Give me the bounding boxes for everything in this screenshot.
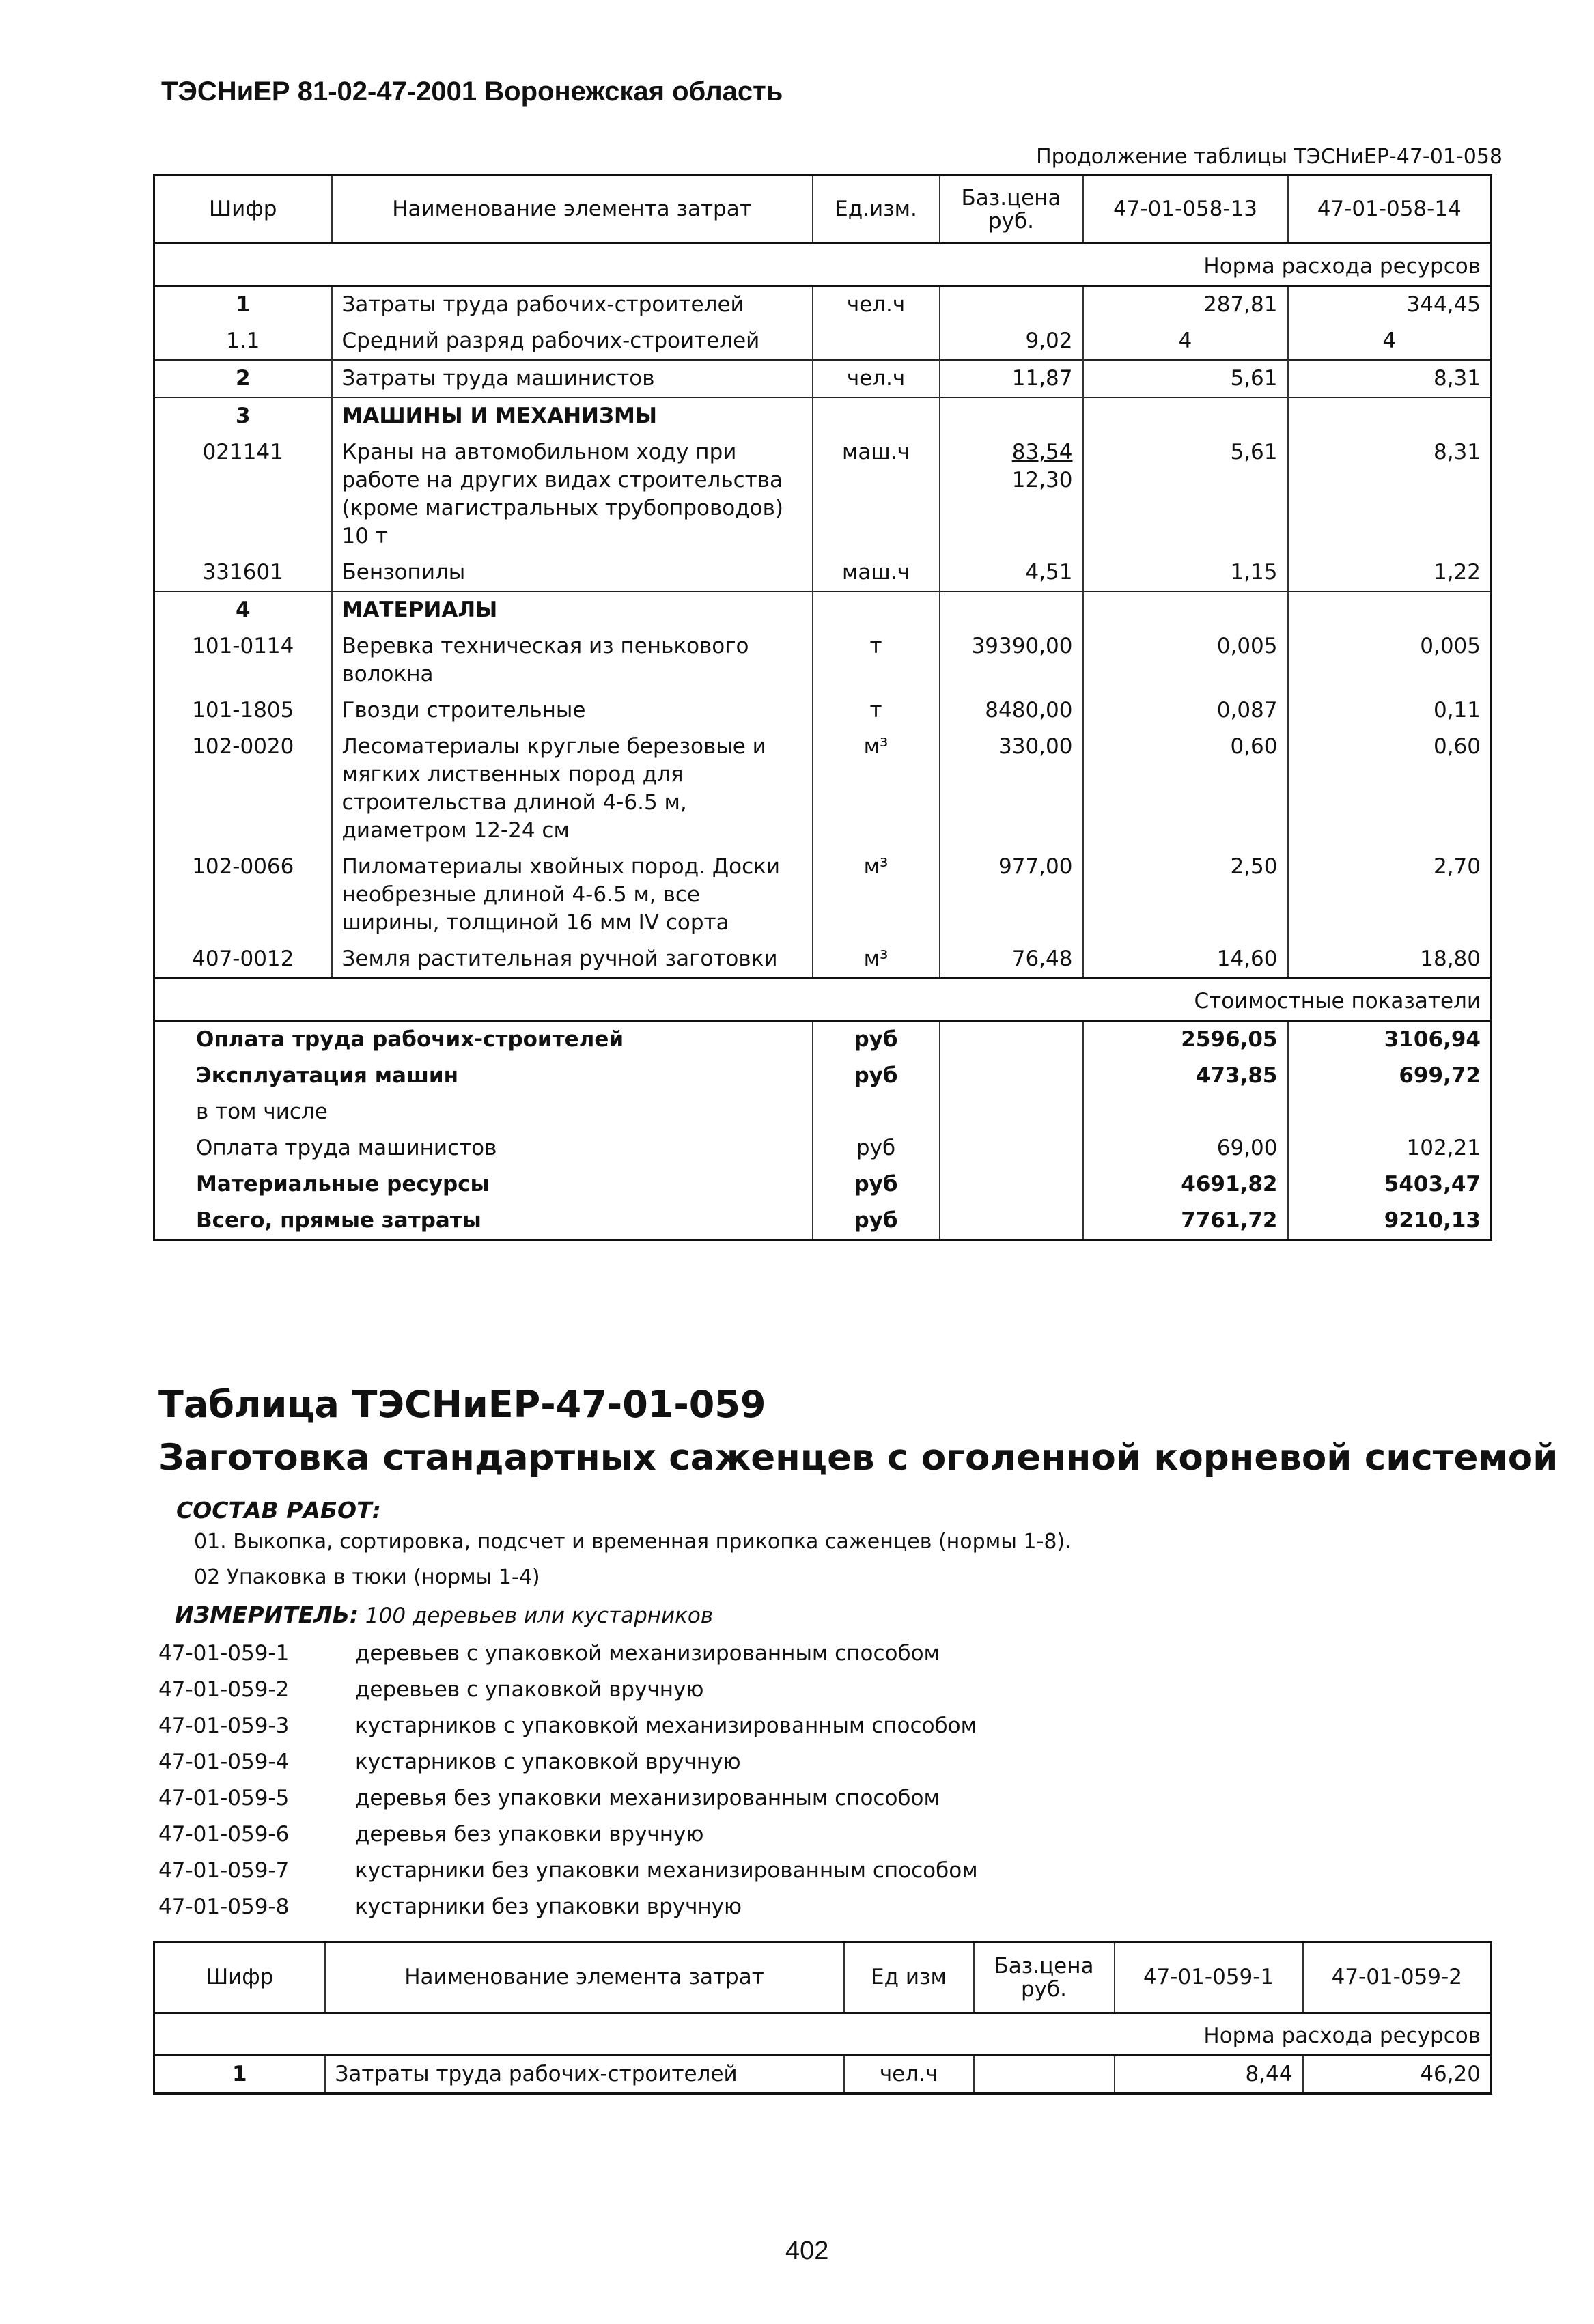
col-header-code: Шифр (154, 1942, 325, 2013)
table-row: 101-1805 Гвозди строительные т 8480,00 0,087 0,11 (154, 692, 1492, 729)
col-header-name: Наименование элемента затрат (332, 176, 813, 244)
norm-label: Норма расхода ресурсов (1203, 254, 1481, 279)
table-47-01-059 (153, 1941, 1492, 2095)
col-header-unit: Ед изм (844, 1942, 974, 2013)
table-row: 1 Затраты труда рабочих-строителей чел.ч 287,81 344,45 (154, 286, 1492, 324)
list-item: 47-01-059-8 кустарники без упаковки вручную (158, 1894, 742, 1919)
table-row-section: 3 МАШИНЫ И МЕХАНИЗМЫ (154, 397, 1492, 434)
col-header-norm-2: 47-01-059-2 (1303, 1942, 1492, 2013)
col-header-price: Баз.цена руб. (974, 1942, 1115, 2013)
works-item: 02 Упаковка в тюки (нормы 1-4) (194, 1565, 540, 1589)
table-47-01-058 (153, 174, 1492, 1241)
table-row: 2 Затраты труда машинистов чел.ч 11,87 5,61 8,31 (154, 360, 1492, 397)
page-number: 402 (785, 2237, 829, 2265)
total-row: в том числе (154, 1094, 1492, 1130)
total-row: Эксплуатация машин руб 473,85 699,72 (154, 1058, 1492, 1094)
running-header: ТЭСНиЕР 81-02-47-2001 Воронежская область (161, 76, 783, 107)
col-header-norm-13: 47-01-058-13 (1083, 176, 1288, 244)
measure-line (175, 1601, 713, 1628)
total-row: Оплата труда машинистов руб 69,00 102,21 (154, 1130, 1492, 1166)
col-header-price: Баз.цена руб. (940, 176, 1083, 244)
col-header-name: Наименование элемента затрат (325, 1942, 844, 2013)
table-continuation-caption: Продолжение таблицы ТЭСНиЕР-47-01-058 (1036, 145, 1502, 169)
total-row: Всего, прямые затраты руб 7761,72 9210,13 (154, 1203, 1492, 1240)
table-row: 1.1 Средний разряд рабочих-строителей 9,02 4 4 (154, 323, 1492, 360)
section-subtitle: Заготовка стандартных саженцев с оголенной корневой системой (158, 1437, 1558, 1479)
list-item: 47-01-059-4 кустарников с упаковкой вручную (158, 1750, 741, 1774)
list-item: 47-01-059-3 кустарников с упаковкой механизированным способом (158, 1713, 977, 1738)
table-row: 021141 Краны на автомобильном ходу при работе на других видах строительства (кроме магистральных трубопроводов) 10 т маш.ч 83,54 12,30 5,61 8,31 (154, 434, 1492, 555)
table-row: 1 Затраты труда рабочих-строителей чел.ч 8,44 46,20 (154, 2056, 1492, 2094)
norm-code-list (158, 1636, 978, 1925)
works-item: 01. Выкопка, сортировка, подсчет и временная прикопка саженцев (нормы 1-8). (194, 1530, 1072, 1554)
list-item: 47-01-059-5 деревья без упаковки механизированным способом (158, 1786, 940, 1810)
measure-value: 100 деревьев или кустарников (365, 1604, 714, 1628)
list-item: 47-01-059-1 деревьев с упаковкой механизированным способом (158, 1641, 940, 1666)
col-header-norm-1: 47-01-059-1 (1115, 1942, 1303, 2013)
col-header-norm-14: 47-01-058-14 (1288, 176, 1492, 244)
table-row: 101-0114 Веревка техническая из пенькового волокна т 39390,00 0,005 0,005 (154, 628, 1492, 692)
table-row: 331601 Бензопилы маш.ч 4,51 1,15 1,22 (154, 555, 1492, 591)
table-row: 102-0020 Лесоматериалы круглые березовые и мягких лиственных пород для строительства длиной 4-6.5 м, диаметром 12-24 см м³ 330,00 0,60 0,60 (154, 729, 1492, 849)
section-title: Таблица ТЭСНиЕР-47-01-059 (158, 1383, 766, 1426)
list-item: 47-01-059-6 деревья без упаковки вручную (158, 1822, 704, 1847)
total-row: Оплата труда рабочих-строителей руб 2596,05 3106,94 (154, 1021, 1492, 1059)
measure-label: ИЗМЕРИТЕЛЬ: (175, 1601, 359, 1628)
norm-label: Норма расхода ресурсов (1203, 2024, 1481, 2048)
list-item: 47-01-059-2 деревьев с упаковкой вручную (158, 1677, 704, 1702)
table-row: 407-0012 Земля растительная ручной заготовки м³ 76,48 14,60 18,80 (154, 941, 1492, 979)
works-label: СОСТАВ РАБОТ: (176, 1497, 381, 1524)
total-row: Материальные ресурсы руб 4691,82 5403,47 (154, 1166, 1492, 1203)
col-header-unit: Ед.изм. (813, 176, 940, 244)
col-header-code: Шифр (154, 176, 332, 244)
table-row-section: 4 МАТЕРИАЛЫ (154, 591, 1492, 628)
table-row: 102-0066 Пиломатериалы хвойных пород. Доски необрезные длиной 4-6.5 м, все ширины, толщиной 16 мм IV сорта м³ 977,00 2,50 2,70 (154, 849, 1492, 941)
cost-label: Стоимостные показатели (1194, 989, 1481, 1013)
list-item: 47-01-059-7 кустарники без упаковки механизированным способом (158, 1858, 978, 1883)
